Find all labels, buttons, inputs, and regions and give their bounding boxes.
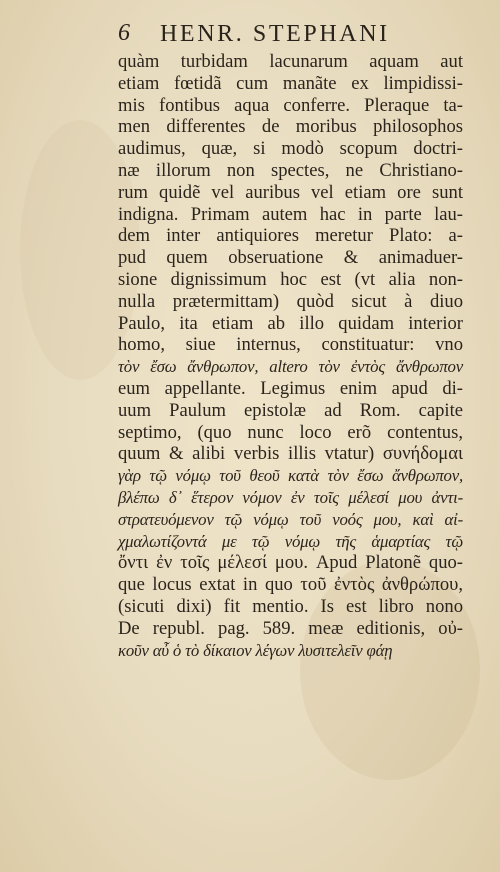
text-line: στρατευόμενον τῷ νόμῳ τοῦ νοός μου, καὶ αἰ- xyxy=(118,509,463,529)
text-line: uum Paulum epistolæ ad Rom. capite xyxy=(118,399,463,421)
text-line: βλέπω δ᾽ ἕτερον νόμον ἐν τοῖς μέλεσί μου ἀντι- xyxy=(118,487,463,507)
text-line: audimus, quæ, si modò scopum doctri- xyxy=(118,138,463,160)
running-head: HENR. STEPHANI xyxy=(160,21,390,47)
text-line: nulla prætermittam) quòd sicut à diuo xyxy=(118,290,463,312)
text-line: dem inter antiquiores meretur Plato: a- xyxy=(118,225,463,247)
text-line: quum & alibi verbis illis vtatur) συνήδομαι xyxy=(118,443,463,465)
text-line: κοῦν αὖ ὁ τὸ δίκαιον λέγων λυσιτελεῖν φάῃ xyxy=(118,640,393,660)
text-line: eum appellante. Legimus enim apud di- xyxy=(118,377,463,399)
text-line: (sicuti dixi) fit mentio. Is est libro nono xyxy=(118,595,463,617)
text-line: rum quidẽ vel auribus vel etiam ore sunt xyxy=(118,181,463,203)
text-line: men differentes de moribus philosophos xyxy=(118,116,463,138)
text-line: Paulo, ita etiam ab illo quidam interior xyxy=(118,312,463,334)
text-line: septimo, (quo nunc loco erõ contentus, xyxy=(118,421,463,443)
page-number: 6 xyxy=(118,20,130,46)
body-text xyxy=(118,51,463,661)
text-line: que locus extat in quo τοῦ ἐντὸς ἀνθρώπου, xyxy=(118,574,463,596)
text-line: homo, siue internus, constituatur: vno xyxy=(118,334,463,356)
text-line: χμαλωτίζοντά με τῷ νόμῳ τῆς ἁμαρτίας τῷ xyxy=(118,531,463,551)
text-line: næ illorum non spectes, ne Christiano- xyxy=(118,159,463,181)
text-line: γὰρ τῷ νόμῳ τοῦ θεοῦ κατὰ τὸν ἔσω ἄνθρωπον, xyxy=(118,466,463,486)
text-line: quàm turbidam lacunarum aquam aut xyxy=(118,51,463,72)
page-header xyxy=(118,18,458,52)
text-line: ὄντι ἐν τοῖς μέλεσί μου. Apud Platonẽ quo- xyxy=(118,552,463,574)
text-line: sione dignissimum hoc est (vt alia non- xyxy=(118,268,463,290)
text-line: τὸν ἔσω ἄνθρωπον, altero τὸν ἐντὸς ἄνθρωπον xyxy=(118,357,463,377)
text-line: indigna. Primam autem hac in parte lau- xyxy=(118,203,463,225)
text-line: pud quem obseruatione & animaduer- xyxy=(118,247,463,269)
text-line: De republ. pag. 589. meæ editionis, οὐ- xyxy=(118,617,463,639)
text-line: mis fontibus aqua conferre. Pleraque ta- xyxy=(118,94,463,116)
text-line: etiam fœtidã cum manãte ex limpidissi- xyxy=(118,72,463,94)
